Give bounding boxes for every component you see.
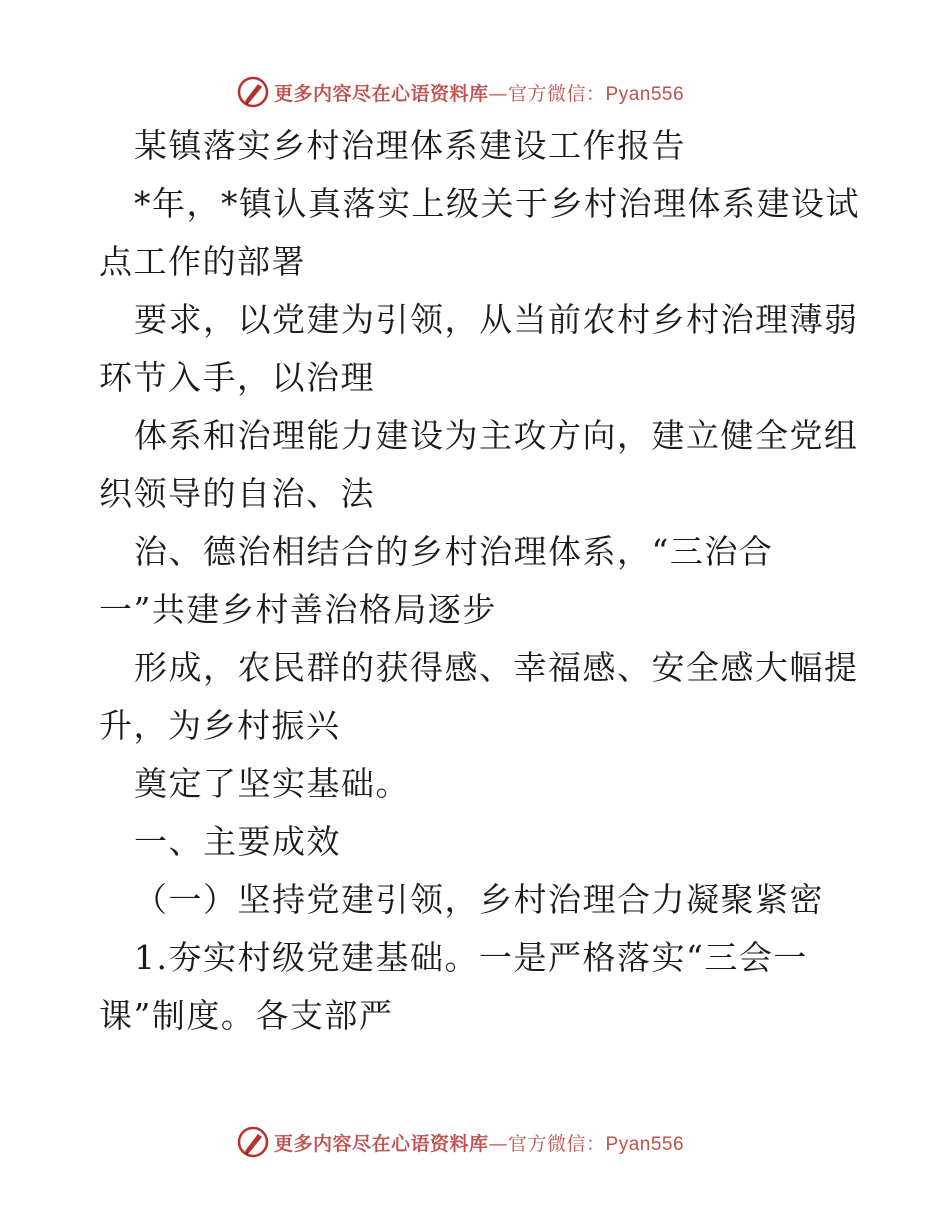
banner-text	[274, 1129, 684, 1156]
paragraph-line: 织领导的自治、法	[99, 474, 375, 513]
footer-banner	[0, 1122, 950, 1162]
paragraph-line: 点工作的部署	[99, 242, 306, 281]
paragraph-line: 一”共建乡村善治格局逐步	[99, 590, 497, 629]
paragraph-line: 形成，农民群的获得感、幸福感、安全感大幅提	[134, 648, 859, 687]
paragraph-line: 体系和治理能力建设为主攻方向，建立健全党组	[134, 416, 859, 455]
paragraph-line: 课”制度。各支部严	[99, 996, 394, 1035]
paragraph-line: 奠定了坚实基础。	[134, 764, 410, 803]
subsection-heading: （一）坚持党建引领，乡村治理合力凝聚紧密	[134, 880, 824, 919]
document-title: 某镇落实乡村治理体系建设工作报告	[134, 126, 686, 165]
banner-prefix: 更多内容尽在心语资料库	[274, 82, 489, 105]
paragraph-line: 环节入手，以治理	[99, 358, 375, 397]
paragraph-line: 1.夯实村级党建基础。一是严格落实“三会一	[134, 938, 808, 977]
banner-suffix: 官方微信：	[508, 82, 606, 105]
wechat-id: Pyan556	[605, 1133, 685, 1155]
banner-dash: —	[488, 82, 509, 105]
header-banner	[0, 72, 950, 112]
wechat-id: Pyan556	[605, 83, 685, 105]
banner-text	[274, 79, 684, 106]
paragraph-line: *年，*镇认真落实上级关于乡村治理体系建设试	[134, 184, 860, 223]
paragraph-line: 要求，以党建为引领，从当前农村乡村治理薄弱	[134, 300, 859, 339]
section-heading: 一、主要成效	[134, 822, 341, 861]
banner-suffix: 官方微信：	[508, 1132, 606, 1155]
banner-dash: —	[488, 1132, 509, 1155]
paragraph-line: 升，为乡村振兴	[99, 706, 341, 745]
pen-logo-icon	[236, 75, 270, 109]
pen-logo-icon	[236, 1125, 270, 1159]
paragraph-line: 治、德治相结合的乡村治理体系，“三治合	[134, 532, 774, 571]
banner-prefix: 更多内容尽在心语资料库	[274, 1132, 489, 1155]
